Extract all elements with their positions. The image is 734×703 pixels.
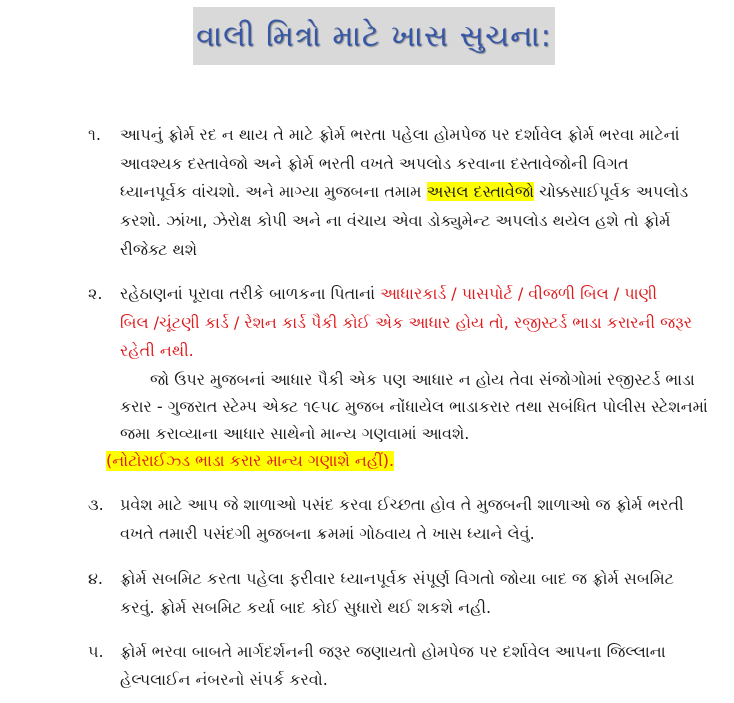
item-2-line-6: જમા કરાવ્યાના આધાર સાથેનો માન્ય ગણવામાં આવશે. — [120, 424, 470, 443]
highlight-original-documents: અસલ દસ્તાવેજો — [426, 182, 535, 201]
item-2-line-3: રહેતી નથી. — [120, 341, 194, 360]
item-1-line-3: ધ્યાનપૂર્વક વાંચશો. અને માગ્યા મુજબના તમામ અસલ દસ્તાવેજો ચોક્કસાઈપૂર્વક અપલોડ — [120, 182, 689, 201]
item-number: ૫. — [88, 642, 104, 661]
item-5-line-2: હેલ્પલાઈન નંબરનો સંપર્ક કરવો. — [120, 670, 328, 689]
item-4-line-1: ફ્રોર્મ સબમિટ કરતા પહેલા ફરીવાર ધ્યાનપૂર્વક સંપૂર્ણ વિગતો જોયા બાદ જ ફ્રોર્મ સબમિટ — [120, 569, 674, 588]
page-title: વાલી મિત્રો માટે ખાસ સુચના: — [196, 18, 552, 54]
item-number: ૨. — [88, 284, 103, 303]
item-2-line-1: રહેઠાણનાં પૂરાવા તરીકે બાળકના પિતાનાં આધારકાર્ડ / પાસપોર્ટ / વીજળી બિલ / પાણી — [120, 284, 658, 303]
item-2-line-2: બિલ /ચૂંટણી કાર્ડ / રેશન કાર્ડ પૈકી કોઈ એક આધાર હોય તો, રજીસ્ટર્ડ ભાડા કરારની જરૂર — [120, 313, 693, 332]
item-number: ૩. — [88, 495, 104, 514]
item-3-line-2: વખતે તમારી પસંદગી મુજબના ક્રમમાં ગોઠવાય તે ખાસ ધ્યાને લેવું. — [120, 524, 535, 543]
item-number: ૪. — [88, 569, 104, 588]
item-1-line-4: કરશો. ઝાંખા, ઝેરોક્ષ કોપી અને ના વંચાય એવા ડોક્યુમેન્ટ અપલોડ થયેલ હશે તો ફ્રોર્મ — [120, 211, 671, 230]
item-5-line-1: ફ્રોર્મ ભરવા બાબતે માર્ગદર્શનની જરૂર જણાયતો હોમપેજ પર દર્શાવેલ આપના જિલ્લાના — [120, 642, 666, 661]
item-2-line-5: કરાર - ગુજરાત સ્ટેમ્પ એક્ટ ૧૯૫૮ મુજબ નોંધાયેલ ભાડાકરાર તથા સબંધિત પોલીસ સ્ટેશનમાં — [120, 397, 708, 416]
item-3-line-1: પ્રવેશ માટે આપ જે શાળાઓ પસંદ કરવા ઈચ્છતા હોવ તે મુજબની શાળાઓ જ ફ્રોર્મ ભરતી — [120, 495, 684, 514]
item-number: ૧. — [88, 125, 101, 144]
item-1-line-1: આપનું ફ્રોર્મ રદ ન થાય તે માટે ફ્રોર્મ ભરતા પહેલા હોમપેજ પર દર્શાવેલ ફ્રોર્મ ભરવા માટેનાં — [120, 125, 680, 144]
item-4-line-2: કરવું. ફ્રોર્મ સબમિટ કર્યા બાદ કોઈ સુધારો થઈ શકશે નહી. — [120, 598, 492, 617]
item-2-line-4: જો ઉપર મુજબનાં આધાર પૈકી એક પણ આધાર ન હોય તેવા સંજોગોમાં રજીસ્ટર્ડ ભાડા — [150, 370, 695, 389]
notarized-warning: (નોટોરાઈઝ્ડ ભાડા કરાર માન્ય ગણાશે નહીં). — [106, 451, 395, 470]
item-1-line-2: આવશ્યક દસ્તાવેજો અને ફ્રોર્મ ભરતી વખતે અપલોડ કરવાના દસ્તાવેજોની વિગત — [120, 154, 629, 173]
item-1-line-5: રીજેક્ટ થશે — [120, 240, 198, 259]
accepted-proofs-text: આધારકાર્ડ / પાસપોર્ટ / વીજળી બિલ / પાણી — [380, 284, 658, 303]
title-banner — [193, 7, 555, 65]
